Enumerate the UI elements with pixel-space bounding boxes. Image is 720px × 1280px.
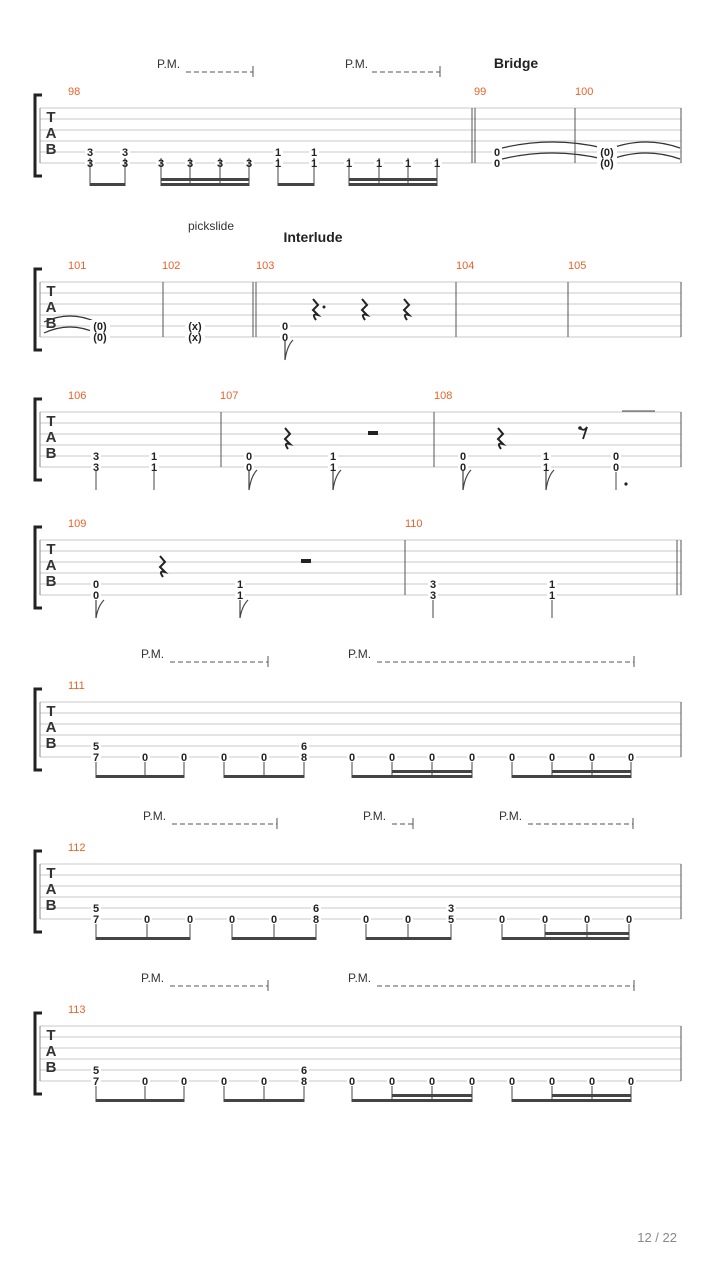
flagged-stem: [96, 600, 104, 618]
measure-number: 105: [568, 260, 587, 272]
system-7: [35, 980, 681, 1102]
fret-number: 0: [270, 914, 278, 926]
fret-number: 0: [220, 1076, 228, 1088]
fret-number: 0: [588, 1076, 596, 1088]
quarter-rest: [404, 299, 409, 320]
fret-number: 1: [150, 451, 158, 463]
fret-number: 1: [548, 579, 556, 591]
measure-number: 102: [162, 260, 181, 272]
fret-number: 0: [498, 914, 506, 926]
duration-dot: [624, 482, 627, 485]
fret-number: (0): [93, 321, 107, 333]
fret-number: 3: [429, 590, 437, 602]
fret-number: 0: [428, 1076, 436, 1088]
fret-number: 0: [260, 752, 268, 764]
beam: [352, 1099, 472, 1102]
beam: [161, 183, 249, 186]
system-bracket: [35, 269, 42, 350]
tab-letter-t: T: [46, 413, 56, 430]
fret-number: 5: [92, 1065, 100, 1077]
measure-number: 109: [68, 518, 87, 530]
page-number: 12 / 22: [637, 1230, 677, 1245]
rest-dot: [323, 306, 326, 309]
system-1: [35, 66, 681, 186]
quarter-rest: [362, 299, 367, 320]
fret-number: 5: [447, 914, 455, 926]
tab-letter-t: T: [46, 1027, 56, 1044]
beam: [552, 1094, 631, 1097]
fret-number: 0: [468, 1076, 476, 1088]
tab-letter-b: B: [45, 573, 57, 590]
palm-mute-label: P.M.: [157, 57, 181, 71]
fret-number: (0): [600, 147, 614, 159]
palm-mute-label: P.M.: [143, 809, 167, 823]
fret-number: 1: [310, 158, 318, 170]
section-label: Interlude: [283, 229, 343, 245]
fret-number: 0: [141, 752, 149, 764]
beam: [161, 178, 249, 181]
tab-letter-a: A: [45, 125, 57, 142]
palm-mute-label: P.M.: [345, 57, 369, 71]
measure-number: 101: [68, 260, 87, 272]
fret-number: 0: [627, 1076, 635, 1088]
tab-letter-a: A: [45, 719, 57, 736]
palm-mute-label: P.M.: [363, 809, 387, 823]
fret-number: 3: [245, 158, 253, 170]
quarter-rest: [498, 428, 503, 449]
fret-number: 0: [612, 451, 620, 463]
fret-number: 0: [180, 752, 188, 764]
fret-number: 1: [236, 579, 244, 591]
tie-arc: [502, 142, 603, 148]
measure-number: 100: [575, 86, 594, 98]
beam: [96, 937, 190, 940]
fret-number: 1: [150, 462, 158, 474]
beam: [512, 775, 631, 778]
fret-number: (0): [93, 332, 107, 344]
fret-number: 3: [86, 147, 94, 159]
fret-number: 5: [92, 741, 100, 753]
fret-number: (0): [600, 158, 614, 170]
fret-number: 0: [541, 914, 549, 926]
measure-number: 111: [68, 680, 85, 692]
beam: [352, 775, 472, 778]
palm-mute-label: P.M.: [499, 809, 523, 823]
fret-number: 7: [92, 1076, 100, 1088]
beam: [349, 183, 437, 186]
tab-letter-t: T: [46, 703, 56, 720]
tab-letter-a: A: [45, 1043, 57, 1060]
fret-number: 0: [612, 462, 620, 474]
measure-number: 106: [68, 390, 87, 402]
tab-letter-b: B: [45, 315, 57, 332]
fret-number: 0: [468, 752, 476, 764]
fret-number: 0: [508, 1076, 516, 1088]
fret-number: 0: [281, 332, 289, 344]
eighth-rest-dot: [578, 426, 582, 430]
tab-letter-b: B: [45, 1059, 57, 1076]
measure-number: 103: [256, 260, 275, 272]
tab-letter-b: B: [45, 141, 57, 158]
fret-number: 3: [121, 147, 129, 159]
beam: [224, 1099, 304, 1102]
measure-number: 104: [456, 260, 475, 272]
fret-number: (x): [188, 332, 202, 344]
fret-number: 0: [459, 462, 467, 474]
fret-number: 0: [548, 752, 556, 764]
system-bracket: [35, 399, 42, 480]
system-2: [35, 269, 681, 360]
half-rest: [368, 431, 378, 435]
beam: [90, 183, 125, 186]
fret-number: 1: [274, 147, 282, 159]
tab-letter-t: T: [46, 865, 56, 882]
beam: [366, 937, 451, 940]
flagged-stem: [240, 600, 248, 618]
beam: [224, 775, 304, 778]
system-bracket: [35, 527, 42, 608]
fret-number: 0: [508, 752, 516, 764]
fret-number: 0: [260, 1076, 268, 1088]
measure-number: 112: [68, 842, 86, 854]
system-bracket: [35, 689, 42, 770]
fret-number: 1: [329, 451, 337, 463]
tie-arc: [612, 153, 680, 159]
fret-number: 0: [362, 914, 370, 926]
fret-number: 0: [493, 158, 501, 170]
fret-number: 0: [625, 914, 633, 926]
fret-number: 0: [281, 321, 289, 333]
fret-number: 5: [92, 903, 100, 915]
fret-number: 1: [375, 158, 383, 170]
fret-number: 0: [388, 1076, 396, 1088]
system-bracket: [35, 95, 42, 176]
fret-number: 0: [459, 451, 467, 463]
fret-number: 0: [92, 590, 100, 602]
quarter-rest: [313, 299, 318, 320]
beam: [545, 932, 629, 935]
half-rest: [301, 559, 311, 563]
fret-number: 1: [433, 158, 441, 170]
fret-number: 0: [143, 914, 151, 926]
beam: [96, 775, 184, 778]
system-bracket: [35, 851, 42, 932]
beam: [392, 1094, 472, 1097]
palm-mute-label: P.M.: [348, 971, 372, 985]
fret-number: 3: [429, 579, 437, 591]
system-4: [35, 527, 681, 618]
tab-letter-b: B: [45, 897, 57, 914]
system-5: [35, 656, 681, 778]
tab-letter-a: A: [45, 299, 57, 316]
system-3: [35, 399, 681, 490]
fret-number: 0: [428, 752, 436, 764]
fret-number: 0: [141, 1076, 149, 1088]
measure-number: 113: [68, 1004, 86, 1016]
beam: [232, 937, 316, 940]
tab-letter-b: B: [45, 735, 57, 752]
tab-letter-b: B: [45, 445, 57, 462]
tab-letter-a: A: [45, 429, 57, 446]
fret-number: 0: [348, 752, 356, 764]
fret-number: 1: [310, 147, 318, 159]
fret-number: 1: [404, 158, 412, 170]
palm-mute-label: P.M.: [141, 647, 165, 661]
fret-number: 8: [300, 1076, 308, 1088]
beam: [552, 770, 631, 773]
fret-number: 3: [186, 158, 194, 170]
measure-number: 110: [405, 518, 423, 530]
fret-number: 8: [300, 752, 308, 764]
measure-number: 107: [220, 390, 239, 402]
fret-number: 1: [236, 590, 244, 602]
tab-letter-t: T: [46, 109, 56, 126]
fret-number: 0: [92, 579, 100, 591]
fret-number: (x): [188, 321, 202, 333]
beam: [502, 937, 629, 940]
tie-arc: [612, 142, 680, 148]
pickslide-annotation: pickslide: [187, 219, 235, 233]
fret-number: 1: [329, 462, 337, 474]
tab-letter-a: A: [45, 557, 57, 574]
tab-letter-t: T: [46, 541, 56, 558]
fret-number: 7: [92, 752, 100, 764]
fret-number: 3: [216, 158, 224, 170]
fret-number: 1: [548, 590, 556, 602]
fret-number: 3: [86, 158, 94, 170]
measure-number: 108: [434, 390, 453, 402]
fret-number: 3: [447, 903, 455, 915]
fret-number: 1: [542, 462, 550, 474]
fret-number: 0: [588, 752, 596, 764]
quarter-rest: [160, 556, 165, 577]
fret-number: 1: [345, 158, 353, 170]
fret-number: 0: [228, 914, 236, 926]
fret-number: 0: [627, 752, 635, 764]
measure-number: 98: [68, 86, 81, 98]
quarter-rest: [285, 428, 290, 449]
fret-number: 0: [348, 1076, 356, 1088]
tab-letter-a: A: [45, 881, 57, 898]
fret-number: 0: [220, 752, 228, 764]
beam: [96, 1099, 184, 1102]
beam: [278, 183, 314, 186]
section-label: Bridge: [493, 55, 539, 71]
fret-number: 0: [404, 914, 412, 926]
measure-number: 99: [474, 86, 487, 98]
fret-number: 0: [180, 1076, 188, 1088]
fret-number: 0: [245, 462, 253, 474]
fret-number: 3: [92, 462, 100, 474]
fret-number: 0: [245, 451, 253, 463]
fret-number: 3: [121, 158, 129, 170]
fret-number: 0: [186, 914, 194, 926]
beam: [512, 1099, 631, 1102]
fret-number: 6: [312, 903, 320, 915]
fret-number: 0: [548, 1076, 556, 1088]
beam: [349, 178, 437, 181]
palm-mute-label: P.M.: [348, 647, 372, 661]
fret-number: 8: [312, 914, 320, 926]
fret-number: 0: [388, 752, 396, 764]
fret-number: 6: [300, 741, 308, 753]
palm-mute-label: P.M.: [141, 971, 165, 985]
tab-letter-t: T: [46, 283, 56, 300]
fret-number: 0: [493, 147, 501, 159]
fret-number: 6: [300, 1065, 308, 1077]
beam: [392, 770, 472, 773]
fret-number: 1: [274, 158, 282, 170]
fret-number: 3: [157, 158, 165, 170]
fret-number: 7: [92, 914, 100, 926]
tie-arc: [502, 153, 603, 159]
fret-number: 0: [583, 914, 591, 926]
fret-number: 3: [92, 451, 100, 463]
fret-number: 1: [542, 451, 550, 463]
system-bracket: [35, 1013, 42, 1094]
